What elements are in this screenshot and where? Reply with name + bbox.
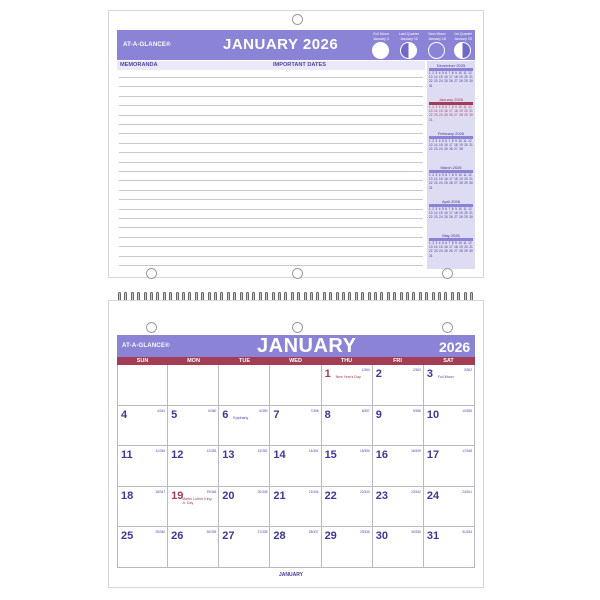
day-number: 17 bbox=[426, 449, 440, 462]
day-cell[interactable] bbox=[424, 527, 475, 568]
mini-month-title: March 2026 bbox=[440, 165, 462, 170]
day-of-year-count: 6/359 bbox=[259, 408, 268, 413]
footer-month-label: JANUARY bbox=[279, 572, 303, 578]
important-dates-label: IMPORTANT DATES bbox=[273, 62, 326, 68]
mini-month-title: April 2026 bbox=[441, 199, 460, 204]
day-cell[interactable] bbox=[270, 406, 321, 447]
day-cell[interactable] bbox=[270, 446, 321, 487]
day-number: 20 bbox=[222, 489, 235, 502]
day-of-year-count: 5/360 bbox=[208, 408, 217, 413]
day-cell[interactable] bbox=[168, 487, 219, 528]
day-of-year-count: 8/357 bbox=[361, 408, 370, 413]
mini-month-grid: 1 2 3 4 5 6 7 8 9 10 11 12 13 14 15 16 17 18 19 20 21 22 23 24 25 26 27 28 29 30 31 bbox=[429, 241, 473, 258]
day-number: 10 bbox=[426, 408, 440, 421]
day-of-year-count: 14/351 bbox=[308, 449, 319, 454]
day-number: 14 bbox=[273, 449, 286, 462]
day-cell[interactable] bbox=[168, 365, 219, 406]
day-number: 30 bbox=[375, 530, 388, 543]
day-number: 19 bbox=[171, 489, 184, 502]
full-moon-icon bbox=[372, 42, 389, 59]
day-number: 15 bbox=[324, 449, 337, 462]
day-note: New Year's Day bbox=[335, 375, 361, 379]
memo-line bbox=[119, 133, 423, 134]
day-cell[interactable] bbox=[219, 406, 270, 447]
day-cell[interactable] bbox=[117, 487, 168, 528]
day-number: 7 bbox=[273, 408, 280, 421]
mini-month-title: December 2025 bbox=[436, 63, 466, 68]
day-of-year-count: 25/340 bbox=[155, 530, 166, 535]
day-number: 12 bbox=[171, 449, 184, 462]
day-cell[interactable] bbox=[322, 406, 373, 447]
day-cell[interactable] bbox=[117, 527, 168, 568]
memo-line bbox=[119, 96, 423, 97]
memo-line bbox=[119, 199, 423, 200]
memoranda-label: MEMORANDA bbox=[120, 62, 158, 68]
mini-month-grid: 1 2 3 4 5 6 7 8 9 10 11 12 13 14 15 16 17 18 19 20 21 22 23 24 25 26 27 28 bbox=[429, 139, 473, 152]
day-cell[interactable] bbox=[424, 406, 475, 447]
day-number: 27 bbox=[222, 530, 235, 543]
mini-month-grid: 1 2 3 4 5 6 7 8 9 10 11 12 13 14 15 16 17 18 19 20 21 22 23 24 25 26 27 28 29 30 bbox=[429, 207, 473, 220]
day-number: 28 bbox=[273, 530, 286, 543]
moon-phase-full bbox=[367, 32, 395, 59]
memo-line bbox=[119, 218, 423, 219]
day-of-year-count: 7/358 bbox=[310, 408, 319, 413]
day-cell[interactable] bbox=[424, 487, 475, 528]
weekday-tue: TUE bbox=[239, 358, 250, 364]
weekday-fri: FRI bbox=[393, 358, 402, 364]
mini-month-title: May 2026 bbox=[442, 233, 460, 238]
day-of-year-count: 27/338 bbox=[257, 530, 268, 535]
moon-phase-last-quarter bbox=[395, 32, 423, 59]
memo-line bbox=[119, 180, 423, 181]
day-cell[interactable] bbox=[373, 446, 424, 487]
month-grid bbox=[117, 365, 475, 568]
day-of-year-count: 13/352 bbox=[257, 449, 268, 454]
memo-line bbox=[119, 115, 423, 116]
weekday-mon: MON bbox=[187, 358, 200, 364]
binding-hole bbox=[442, 268, 453, 279]
binding-hole bbox=[292, 322, 303, 333]
day-cell[interactable] bbox=[322, 446, 373, 487]
day-cell[interactable] bbox=[117, 446, 168, 487]
day-cell[interactable] bbox=[373, 527, 424, 568]
day-of-year-count: 1/364 bbox=[361, 368, 370, 372]
mini-month-title: January 2026 bbox=[438, 97, 464, 102]
last-quarter-moon-icon bbox=[400, 42, 417, 59]
moon-phase-date: January 3 bbox=[373, 36, 389, 41]
memo-line bbox=[119, 209, 423, 210]
day-number: 6 bbox=[222, 408, 229, 421]
mini-month-grid: 1 2 3 4 5 6 7 8 9 10 11 12 13 14 15 16 17 18 19 20 21 22 23 24 25 26 27 28 29 30 31 bbox=[429, 173, 473, 190]
day-of-year-count: 18/347 bbox=[155, 489, 166, 494]
day-number: 18 bbox=[121, 489, 134, 502]
day-of-year-count: 9/356 bbox=[412, 408, 421, 413]
day-number: 31 bbox=[426, 530, 440, 543]
memo-line bbox=[119, 265, 423, 266]
brand-logo: AT-A-GLANCE® bbox=[123, 42, 171, 48]
moon-phase-label: New Moon bbox=[428, 32, 446, 36]
day-of-year-count: 22/343 bbox=[359, 489, 370, 494]
day-number: 21 bbox=[273, 489, 286, 502]
day-cell[interactable] bbox=[373, 365, 424, 406]
day-note: Full Moon bbox=[437, 375, 454, 379]
day-cell[interactable] bbox=[424, 446, 475, 487]
day-note: Martin Luther King Jr. Day bbox=[182, 496, 212, 505]
day-number: 4 bbox=[121, 408, 128, 421]
day-of-year-count: 4/361 bbox=[157, 408, 166, 413]
day-cell[interactable] bbox=[168, 527, 219, 568]
day-cell[interactable] bbox=[219, 446, 270, 487]
binding-hole bbox=[442, 322, 453, 333]
day-number: 13 bbox=[222, 449, 235, 462]
day-of-year-count: 3/362 bbox=[463, 368, 472, 372]
month-banner bbox=[117, 335, 475, 357]
day-number: 2 bbox=[375, 368, 382, 380]
memo-line bbox=[119, 190, 423, 191]
weekday-sat: SAT bbox=[443, 358, 454, 364]
day-cell[interactable] bbox=[322, 487, 373, 528]
memo-line bbox=[119, 105, 423, 106]
day-of-year-count: 2/363 bbox=[412, 368, 421, 372]
moon-phase-date: January 10 bbox=[400, 36, 418, 41]
binding-hole bbox=[146, 322, 157, 333]
day-of-year-count: 23/342 bbox=[411, 489, 421, 494]
moon-phase-date: January 18 bbox=[428, 36, 446, 41]
moon-phase-label: Full Moon bbox=[373, 32, 389, 36]
day-number: 1 bbox=[324, 368, 331, 380]
day-of-year-count: 12/353 bbox=[206, 449, 217, 454]
day-of-year-count: 29/336 bbox=[359, 530, 370, 535]
day-of-year-count: 10/355 bbox=[462, 408, 472, 413]
memo-line bbox=[119, 124, 423, 125]
day-of-year-count: 19/346 bbox=[206, 489, 217, 494]
weekday-wed: WED bbox=[289, 358, 302, 364]
day-cell[interactable] bbox=[168, 446, 219, 487]
moon-phase-new bbox=[423, 32, 451, 59]
memoranda-bar bbox=[117, 61, 425, 70]
first-quarter-moon-icon bbox=[454, 42, 471, 59]
day-cell[interactable] bbox=[270, 487, 321, 528]
day-number: 23 bbox=[375, 489, 388, 502]
day-cell[interactable] bbox=[322, 365, 373, 406]
memo-line bbox=[119, 77, 423, 78]
new-moon-icon bbox=[428, 42, 445, 59]
mini-month-grid: 1 2 3 4 5 6 7 8 9 10 11 12 13 14 15 16 17 18 19 20 21 22 23 24 25 26 27 28 29 30 31 bbox=[429, 105, 473, 122]
day-cell[interactable] bbox=[424, 365, 475, 406]
mini-month-grid: 1 2 3 4 5 6 7 8 9 10 11 12 13 14 15 16 17 18 19 20 21 22 23 24 25 26 27 28 29 30 31 bbox=[429, 71, 473, 88]
day-of-year-count: 11/354 bbox=[155, 449, 166, 454]
day-of-year-count: 30/335 bbox=[411, 530, 421, 535]
day-of-year-count: 17/348 bbox=[462, 449, 472, 454]
memo-line bbox=[119, 256, 423, 257]
day-cell[interactable] bbox=[117, 365, 168, 406]
moon-phase-date: January 25 bbox=[454, 36, 472, 41]
day-of-year-count: 28/337 bbox=[308, 530, 319, 535]
memo-line bbox=[119, 86, 423, 87]
binding-hole bbox=[292, 268, 303, 279]
day-number: 8 bbox=[324, 408, 331, 421]
day-number: 3 bbox=[426, 368, 433, 380]
hanger-hole bbox=[292, 14, 303, 25]
memo-line bbox=[119, 227, 423, 228]
day-of-year-count: 26/339 bbox=[206, 530, 217, 535]
mini-month-title: February 2026 bbox=[437, 131, 464, 136]
day-cell[interactable] bbox=[219, 365, 270, 406]
weekday-header-row bbox=[117, 357, 475, 365]
mini-calendar-column bbox=[427, 61, 475, 269]
memo-line bbox=[119, 246, 423, 247]
day-number: 24 bbox=[426, 489, 440, 502]
day-number: 22 bbox=[324, 489, 337, 502]
day-cell[interactable] bbox=[219, 527, 270, 568]
weekday-sun: SUN bbox=[136, 358, 149, 364]
brand-logo: AT-A-GLANCE® bbox=[122, 343, 170, 349]
binding-hole bbox=[146, 268, 157, 279]
moon-phase-label: 1st Quarter bbox=[454, 32, 472, 36]
day-of-year-count: 31/334 bbox=[462, 530, 472, 535]
year-title: 2026 bbox=[439, 339, 471, 355]
page-title: JANUARY 2026 bbox=[223, 36, 339, 53]
day-of-year-count: 21/344 bbox=[308, 489, 319, 494]
top-page bbox=[108, 10, 484, 278]
moon-phase-first-quarter bbox=[449, 32, 477, 59]
day-cell[interactable] bbox=[168, 406, 219, 447]
memo-line bbox=[119, 152, 423, 153]
memo-line bbox=[119, 143, 423, 144]
day-number: 16 bbox=[375, 449, 388, 462]
day-number: 25 bbox=[121, 530, 134, 543]
day-number: 26 bbox=[171, 530, 184, 543]
day-cell[interactable] bbox=[322, 527, 373, 568]
month-title: JANUARY bbox=[257, 335, 357, 357]
memo-line bbox=[119, 237, 423, 238]
day-cell[interactable] bbox=[270, 365, 321, 406]
day-number: 11 bbox=[121, 449, 133, 462]
day-number: 9 bbox=[375, 408, 382, 421]
day-of-year-count: 16/349 bbox=[411, 449, 421, 454]
day-cell[interactable] bbox=[270, 527, 321, 568]
bottom-page bbox=[108, 300, 484, 588]
top-banner bbox=[117, 30, 475, 60]
day-of-year-count: 24/341 bbox=[462, 489, 472, 494]
day-number: 5 bbox=[171, 408, 178, 421]
moon-phase-label: Last Quarter bbox=[399, 32, 419, 36]
memo-line bbox=[119, 162, 423, 163]
memo-line bbox=[119, 171, 423, 172]
day-note: Epiphany bbox=[233, 415, 249, 420]
day-of-year-count: 20/345 bbox=[257, 489, 268, 494]
day-cell[interactable] bbox=[373, 487, 424, 528]
day-cell[interactable] bbox=[219, 487, 270, 528]
day-of-year-count: 15/350 bbox=[359, 449, 370, 454]
day-cell[interactable] bbox=[373, 406, 424, 447]
day-number: 29 bbox=[324, 530, 337, 543]
day-cell[interactable] bbox=[117, 406, 168, 447]
weekday-thu: THU bbox=[340, 358, 353, 364]
